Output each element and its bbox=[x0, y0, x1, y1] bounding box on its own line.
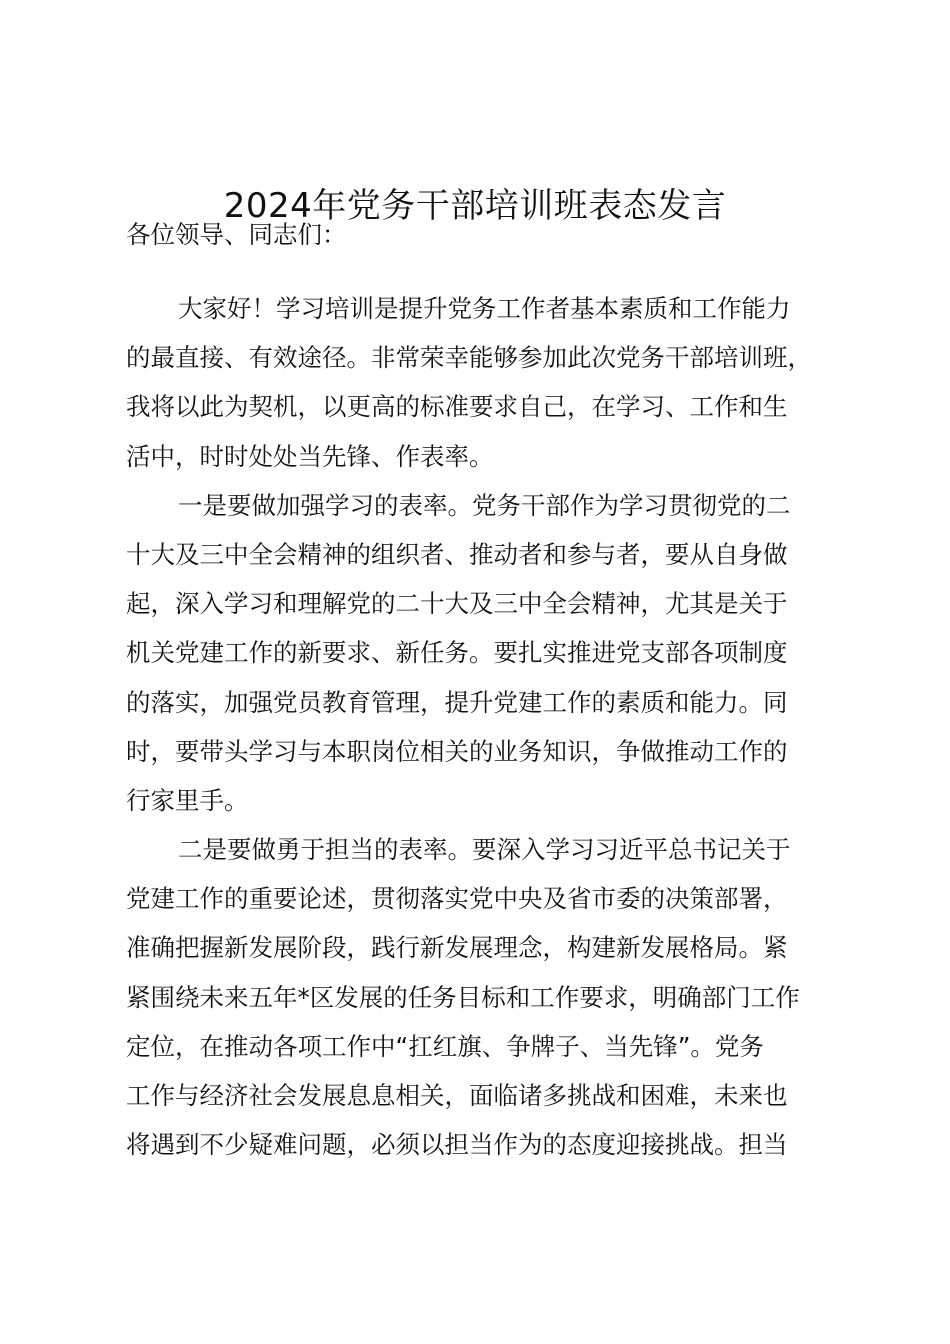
salutation: 各位领导、同志们： bbox=[126, 220, 347, 249]
paragraph-line: 将遇到不少疑难问题，必须以担当作为的态度迎接挑战。担当 bbox=[126, 1130, 788, 1160]
paragraph-line: 二是要做勇于担当的表率。要深入学习习近平总书记关于 bbox=[178, 835, 791, 865]
document-body bbox=[126, 284, 838, 1169]
paragraph-line: 我将以此为契机，以更高的标准要求自己，在学习、工作和生 bbox=[126, 392, 788, 422]
paragraph-line: 的最直接、有效途径。非常荣幸能够参加此次党务干部培训班， bbox=[126, 343, 812, 373]
paragraph-3 bbox=[126, 825, 838, 1169]
paragraph-line: 活中，时时处处当先锋、作表率。 bbox=[126, 441, 494, 471]
paragraph-line: 起，深入学习和理解党的二十大及三中全会精神，尤其是关于 bbox=[126, 589, 788, 619]
paragraph-line: 机关党建工作的新要求、新任务。要扎实推进党支部各项制度 bbox=[126, 638, 788, 668]
paragraph-line: 工作与经济社会发展息息相关，面临诸多挑战和困难，未来也 bbox=[126, 1081, 788, 1110]
paragraph-line: 行家里手。 bbox=[126, 785, 249, 815]
document-title: 2024年党务干部培训班表态发言 bbox=[223, 186, 727, 226]
paragraph-line: 党建工作的重要论述，贯彻落实党中央及省市委的决策部署， bbox=[126, 884, 788, 914]
paragraph-line: 十大及三中全会精神的组织者、推动者和参与者，要从自身做 bbox=[126, 539, 788, 569]
paragraph-line: 一是要做加强学习的表率。党务干部作为学习贯彻党的二 bbox=[178, 490, 791, 520]
paragraph-line: 紧围绕未来五年*区发展的任务目标和工作要求，明确部门工作 bbox=[126, 982, 800, 1012]
paragraph-line: 的落实，加强党员教育管理，提升党建工作的素质和能力。同 bbox=[126, 687, 788, 717]
paragraph-2 bbox=[126, 481, 838, 825]
paragraph-line: 大家好！学习培训是提升党务工作者基本素质和工作能力 bbox=[178, 294, 791, 323]
paragraph-line: 准确把握新发展阶段，践行新发展理念，构建新发展格局。紧 bbox=[126, 933, 788, 963]
paragraph-line: 定位，在推动各项工作中“扛红旗、争牌子、当先锋”。党务 bbox=[126, 1031, 764, 1061]
paragraph-1 bbox=[126, 284, 838, 481]
paragraph-line: 时，要带头学习与本职岗位相关的业务知识，争做推动工作的 bbox=[126, 736, 788, 766]
